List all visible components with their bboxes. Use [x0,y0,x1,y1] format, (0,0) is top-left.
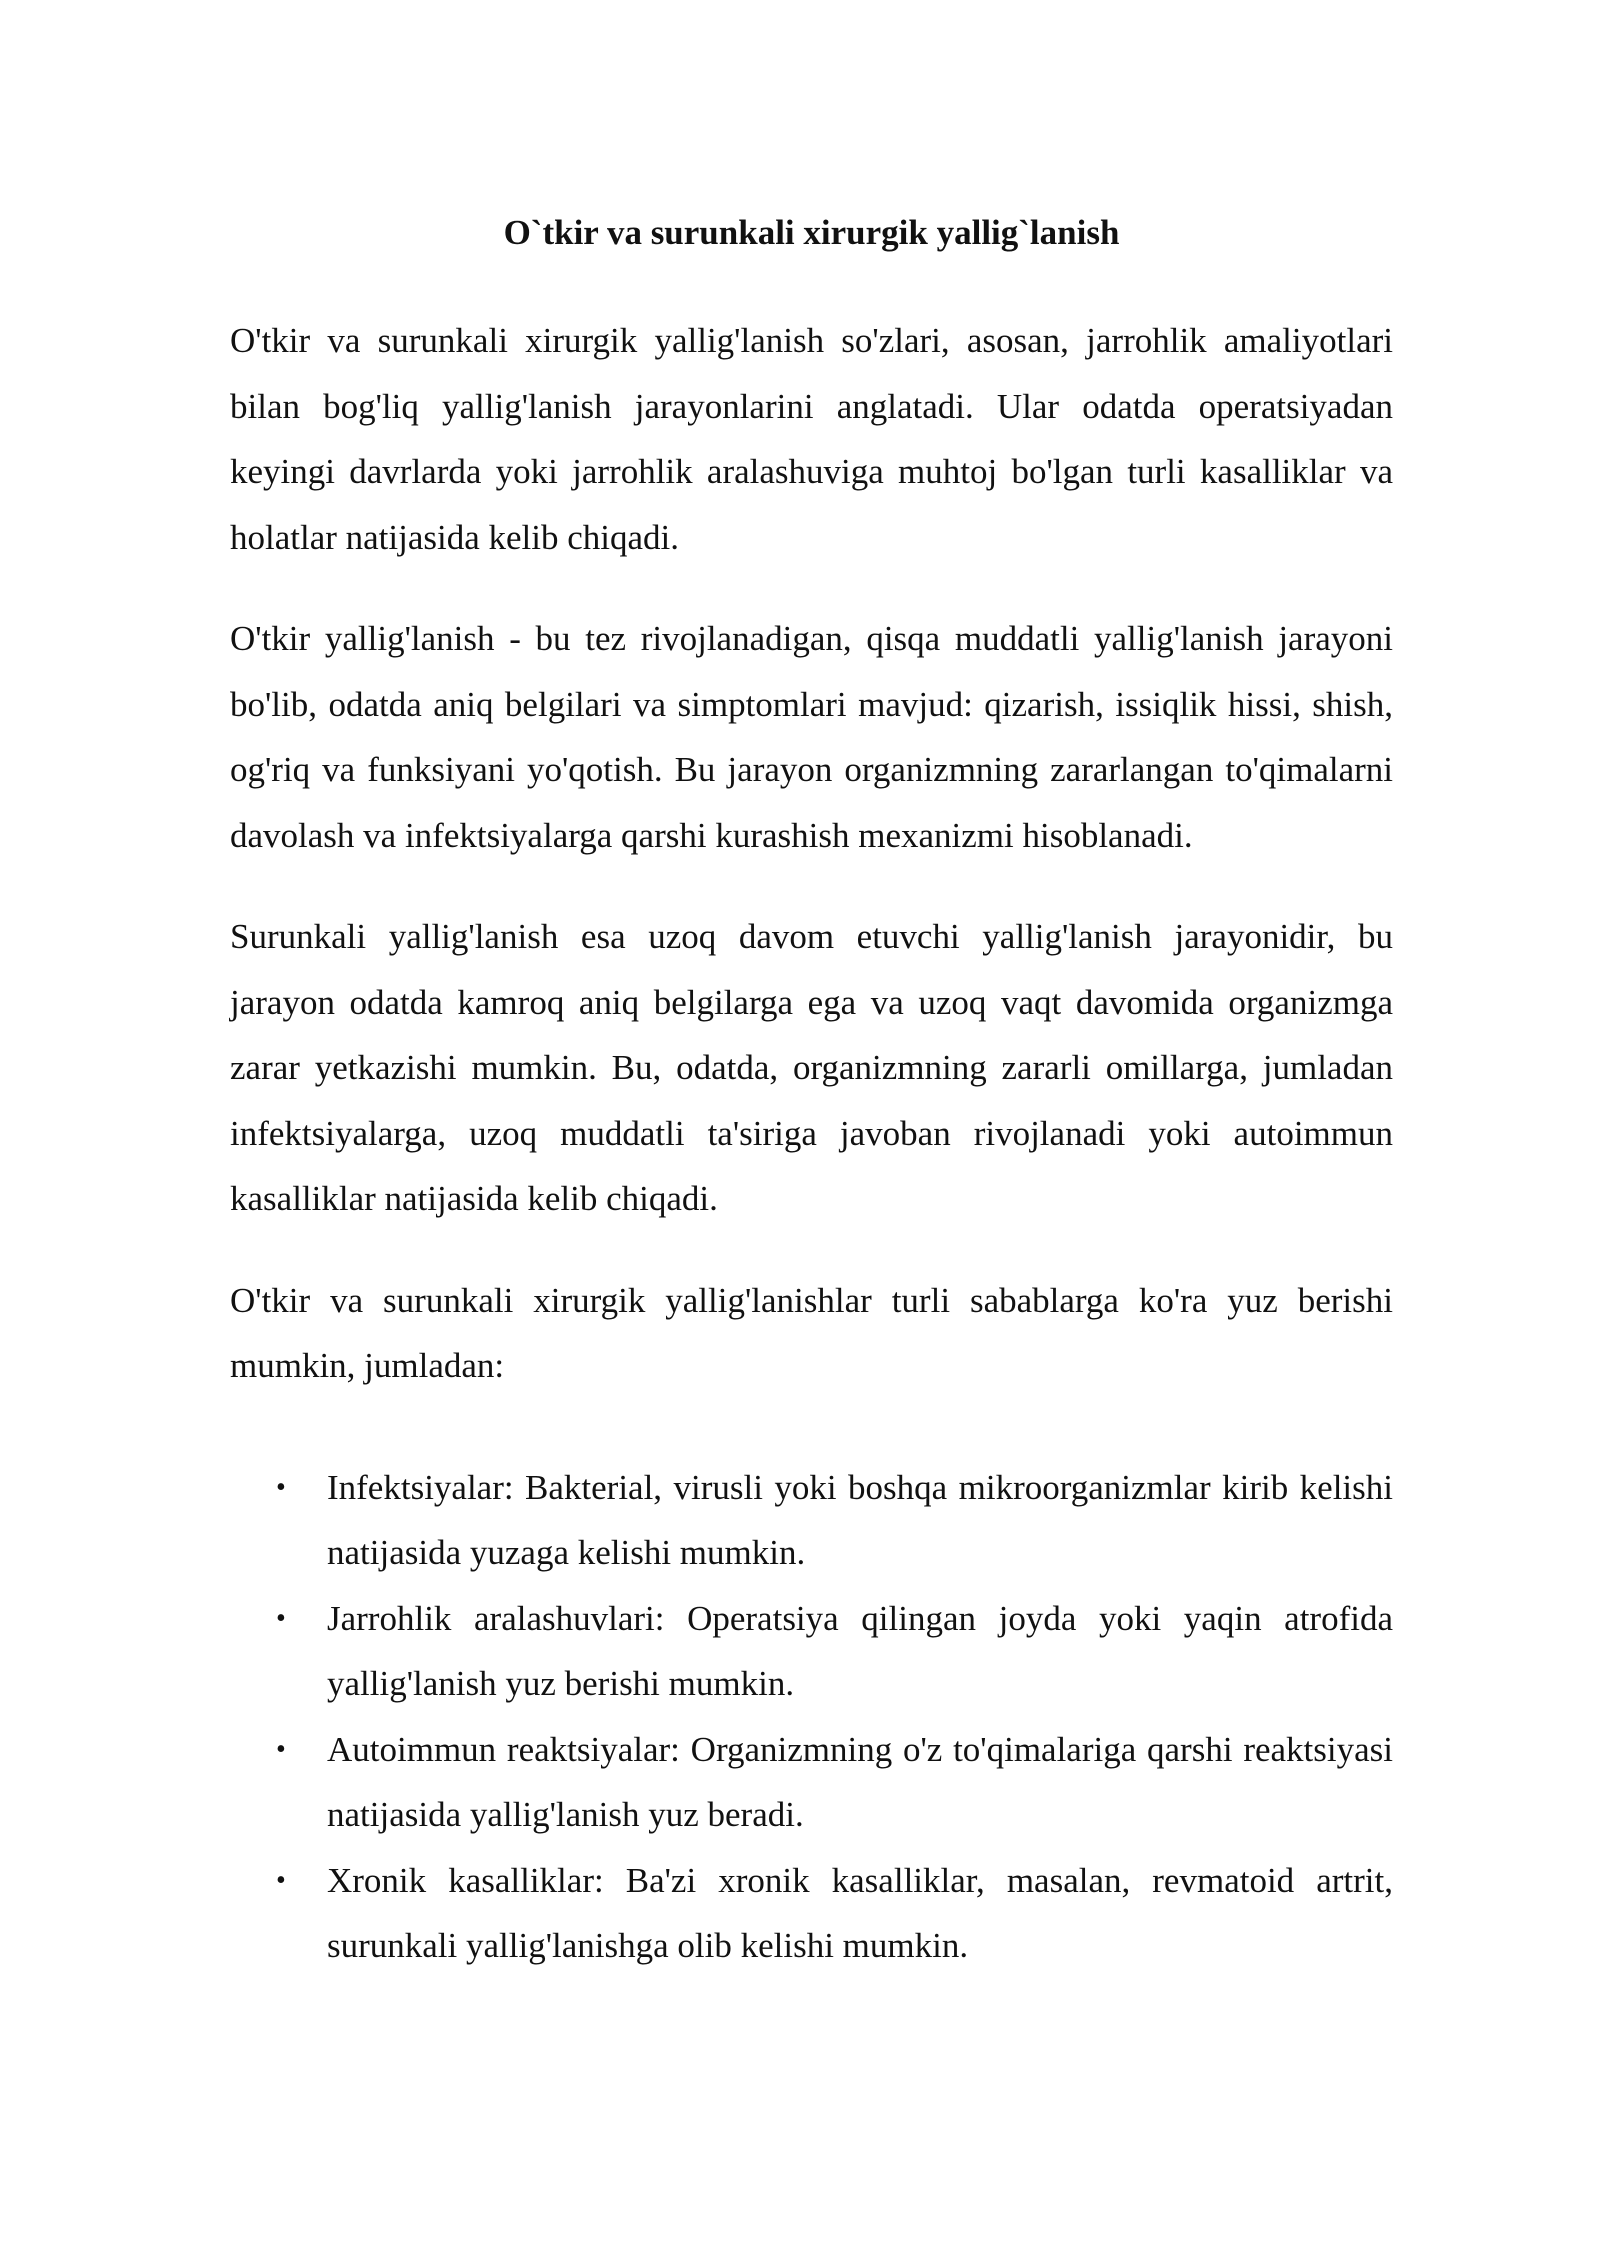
paragraph-intro: O'tkir va surunkali xirurgik yallig'lanish so'zlari, asosan, jarrohlik amaliyotlari bilan bog'liq yallig'lanish jarayonlarini anglatadi. Ular odatda operatsiyadan keyingi davrlarda yoki jarrohlik aralashuviga muhtoj bo'lgan turli kasalliklar va holatlar natijasida kelib chiqadi. [230,321,1393,557]
paragraph-causes-intro: O'tkir va surunkali xirurgik yallig'lanishlar turli sabablarga ko'ra yuz berishi mumkin, jumladan: [230,1280,1393,1385]
list-item-text: Xronik kasalliklar: Ba'zi xronik kasalliklar, masalan, revmatoid artrit, surunkali yallig'lanishga olib kelishi mumkin. [327,1860,1393,1965]
paragraph-chronic: Surunkali yallig'lanish esa uzoq davom etuvchi yallig'lanish jarayonidir, bu jarayon odatda kamroq aniq belgilarga ega va uzoq vaqt davomida organizmga zarar yetkazishi mumkin. Bu, odatda, organizmning zararli omillarga, jumladan infektsiyalarga, uzoq muddatli ta'siriga javoban rivojlanadi yoki autoimmun kasalliklar natijasida kelib chiqadi. [230,917,1393,1218]
bullet-icon: • [276,1602,286,1634]
bullet-icon: • [276,1864,286,1896]
document-page [230,200,1393,1979]
causes-list [230,1455,1393,1979]
list-item [230,1717,1393,1848]
list-item-text: Jarrohlik aralashuvlari: Operatsiya qilingan joyda yoki yaqin atrofida yallig'lanish yuz berishi mumkin. [327,1598,1393,1703]
bullet-icon: • [276,1471,286,1503]
paragraph-acute: O'tkir yallig'lanish - bu tez rivojlanadigan, qisqa muddatli yallig'lanish jarayoni bo'lib, odatda aniq belgilari va simptomlari mavjud: qizarish, issiqlik hissi, shish, og'riq va funksiyani yo'qotish. Bu jarayon organizmning zararlangan to'qimalarni davolash va infektsiyalarga qarshi kurashish mexanizmi hisoblanadi. [230,619,1393,855]
list-item [230,1848,1393,1979]
bullet-icon: • [276,1733,286,1765]
list-item [230,1586,1393,1717]
document-title: O`tkir va surunkali xirurgik yallig`lanish [503,213,1120,252]
list-item-text: Autoimmun reaktsiyalar: Organizmning o'z to'qimalariga qarshi reaktsiyasi natijasida yallig'lanish yuz beradi. [327,1729,1393,1834]
list-item-text: Infektsiyalar: Bakterial, virusli yoki boshqa mikroorganizmlar kirib kelishi natijasida yuzaga kelishi mumkin. [327,1467,1393,1572]
list-item [230,1455,1393,1586]
